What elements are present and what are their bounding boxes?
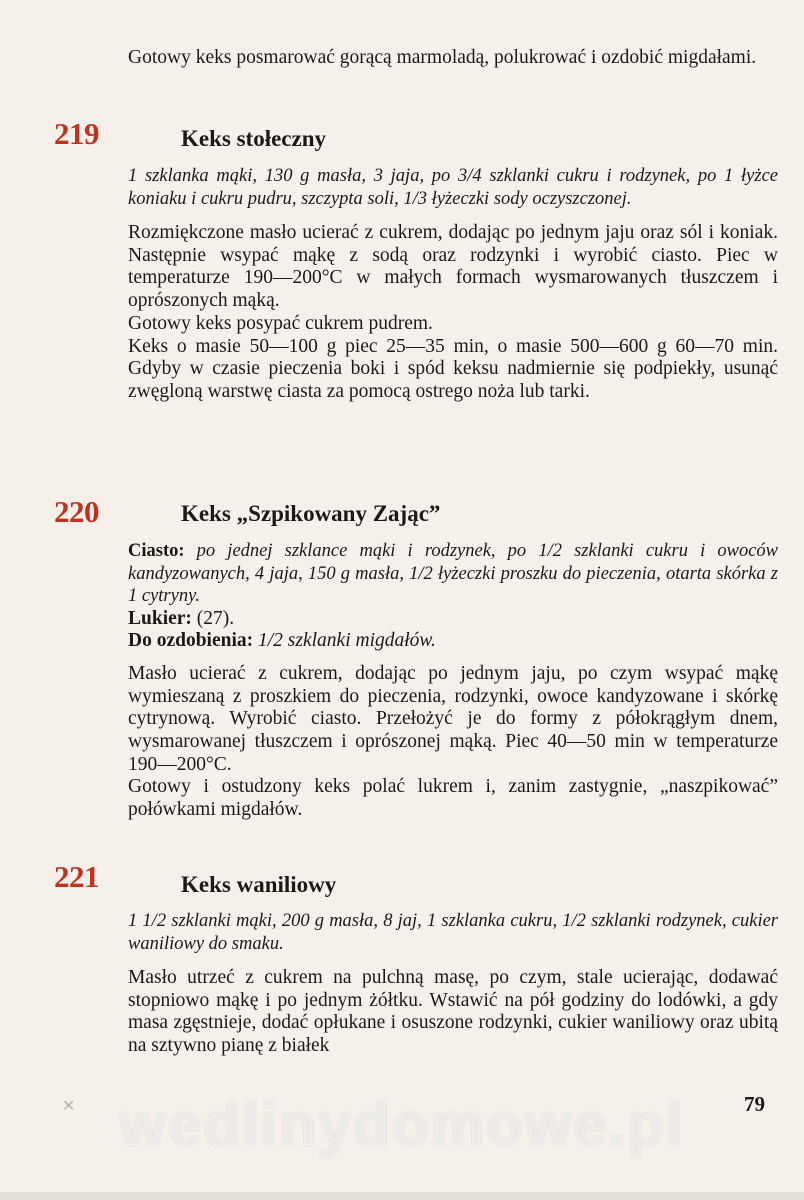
- recipe-title-221: Keks waniliowy: [181, 872, 337, 897]
- lukier-label: Lukier:: [128, 607, 192, 629]
- page-number: 79: [744, 1092, 765, 1116]
- ozdobienie-label: Do ozdobienia:: [128, 630, 254, 652]
- recipe-219-method-1: Rozmiękczone masło ucierać z cukrem, dodając po jednym jaju oraz sól i koniak. Następnie wsypać mąkę z sodą oraz rodzynki i wyrobić ciasto. Piec w temperaturze 190—200°C w małych formach wysmarowanych tłuszczem i oprószonych mąką.: [128, 222, 778, 312]
- recipe-221-body: [128, 910, 778, 1058]
- lukier-text: (27).: [196, 607, 235, 629]
- recipe-220-method-1: Masło ucierać z cukrem, dodając po jednym jaju, po czym wsypać mąkę wymieszaną z proszkiem do pieczenia, rodzynki, owoce kandyzowane i skórkę cytrynową. Wyrobić ciasto. Przełożyć je do formy z półokrągłym dnem, wysmarowanej tłuszczem i oprószonej mąką. Piec 40—50 min w temperaturze 190—200°C.: [128, 662, 778, 775]
- recipe-219-method-3: Keks o masie 50—100 g piec 25—35 min, o masie 500—600 g 60—70 min. Gdyby w czasie pieczenia boki i spód keksu nadmiernie się podpiekły, usunąć zwęgloną warstwę ciasta za pomocą ostrego noża lub tarki.: [128, 335, 778, 402]
- recipe-220-body: [128, 540, 778, 822]
- page-bottom-edge: [0, 1192, 804, 1200]
- intro-text: Gotowy keks posmarować gorącą marmoladą, polukrować i ozdobić migdałami.: [128, 47, 757, 68]
- recipe-220-lukier: [128, 608, 778, 631]
- recipe-221-method-1: Masło utrzeć z cukrem na pulchną masę, po czym, stale ucierając, dodawać stopniowo mąkę i po jednym żółtku. Wstawić na pół godziny do lodówki, a gdy masa zgęstnieje, dodać opłukane i osuszone rodzynki, cukier waniliowy oraz ubitą na sztywno pianę z białek: [128, 967, 778, 1057]
- recipe-219-method-2: Gotowy keks posypać cukrem pudrem.: [128, 312, 433, 334]
- recipe-219-ingredients: 1 szklanka mąki, 130 g masła, 3 jaja, po 3/4 szklanki cukru i rodzynek, po 1 łyżce koniaku i cukru pudru, szczypta soli, 1/3 łyżeczki sody oczyszczonej.: [128, 166, 778, 209]
- recipe-number-220: 220: [54, 494, 99, 529]
- recipe-title-220: Keks „Szpikowany Zając”: [181, 501, 441, 526]
- recipe-title-219: Keks stołeczny: [181, 126, 327, 151]
- recipe-220-ciasto: [128, 540, 778, 608]
- corner-mark: ✕: [62, 1098, 76, 1115]
- recipe-220-ozdobienie: [128, 630, 778, 653]
- recipe-221-ingredients: 1 1/2 szklanki mąki, 200 g masła, 8 jaj, 1 szklanka cukru, 1/2 szklanki rodzynek, cukier waniliowy do smaku.: [128, 911, 778, 954]
- recipe-220-method-2: Gotowy i ostudzony keks polać lukrem i, zanim zastygnie, „naszpikować” połówkami migdałów.: [128, 776, 778, 821]
- intro-block: [128, 47, 778, 70]
- recipe-number-221: 221: [54, 859, 99, 894]
- watermark: wedlinydomowe.pl: [119, 1091, 685, 1158]
- ciasto-text: po jednej szklance mąki i rodzynek, po 1/2 szklanki cukru i owoców kandyzowanych, 4 jaja, 150 g masła, 1/2 łyżeczki proszku do pieczenia, otarta skórka z 1 cytryny.: [128, 541, 779, 606]
- recipe-number-219: 219: [54, 116, 99, 151]
- ozdobienie-text: 1/2 szklanki migdałów.: [258, 630, 436, 652]
- ciasto-label: Ciasto:: [128, 541, 185, 561]
- recipe-219-body: [128, 165, 778, 404]
